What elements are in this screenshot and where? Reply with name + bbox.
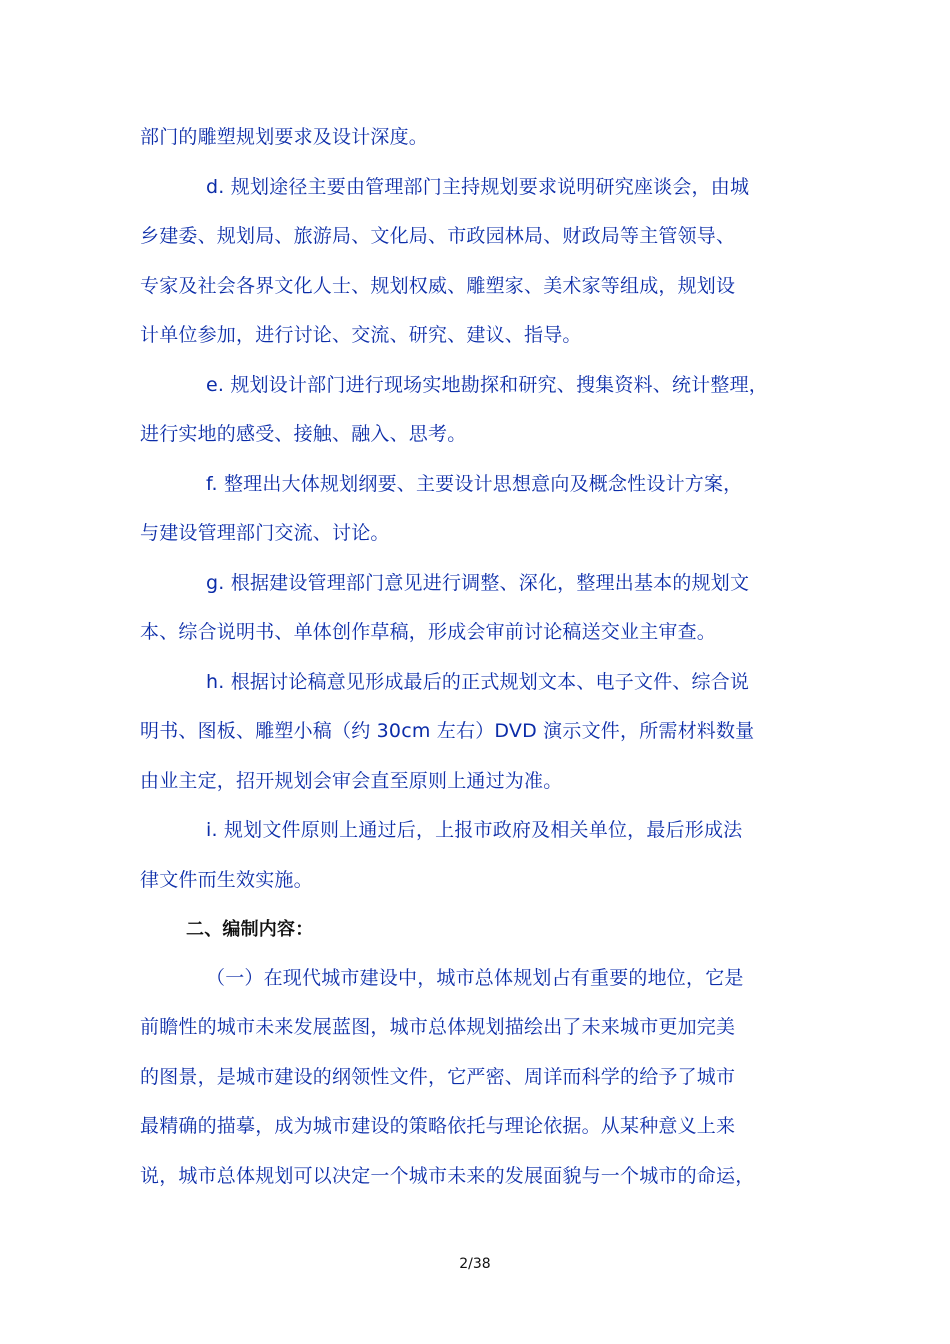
- text-line: d. 规划途径主要由管理部门主持规划要求说明研究座谈会，由城: [206, 176, 750, 198]
- text-line: 说，城市总体规划可以决定一个城市未来的发展面貌与一个城市的命运，: [140, 1165, 755, 1187]
- text-line: e. 规划设计部门进行现场实地勘探和研究、搜集资料、统计整理，: [206, 374, 768, 396]
- text-line: 与建设管理部门交流、讨论。: [140, 522, 390, 544]
- section-heading: 二、编制内容：: [186, 919, 314, 940]
- text-line: 部门的雕塑规划要求及设计深度。: [140, 126, 429, 148]
- text-line: 专家及社会各界文化人士、规划权威、雕塑家、美术家等组成，规划设: [140, 275, 736, 297]
- text-line: 本、综合说明书、单体创作草稿，形成会审前讨论稿送交业主审查。: [140, 621, 717, 643]
- text-line: 律文件而生效实施。: [140, 869, 313, 891]
- page-number: 2/38: [459, 1256, 491, 1272]
- text-line: 最精确的描摹，成为城市建设的策略依托与理论依据。从某种意义上来: [140, 1115, 736, 1137]
- text-line: 进行实地的感受、接触、融入、思考。: [140, 423, 467, 445]
- text-line: 由业主定，招开规划会审会直至原则上通过为准。: [140, 770, 563, 792]
- text-line: h. 根据讨论稿意见形成最后的正式规划文本、电子文件、综合说: [206, 671, 750, 693]
- text-line: f. 整理出大体规划纲要、主要设计思想意向及概念性设计方案，: [206, 473, 743, 495]
- text-line: i. 规划文件原则上通过后，上报市政府及相关单位，最后形成法: [206, 819, 743, 841]
- text-line: 计单位参加，进行讨论、交流、研究、建议、指导。: [140, 324, 582, 346]
- text-line: 的图景，是城市建设的纲领性文件，它严密、周详而科学的给予了城市: [140, 1066, 736, 1088]
- text-line: （一）在现代城市建设中，城市总体规划占有重要的地位，它是: [206, 967, 744, 989]
- text-line: g. 根据建设管理部门意见进行调整、深化，整理出基本的规划文: [206, 572, 750, 594]
- text-line: 乡建委、规划局、旅游局、文化局、市政园林局、财政局等主管领导、: [140, 225, 736, 247]
- text-line: 前瞻性的城市未来发展蓝图，城市总体规划描绘出了未来城市更加完美: [140, 1016, 736, 1038]
- text-line: 明书、图板、雕塑小稿（约 30cm 左右）DVD 演示文件，所需材料数量: [140, 720, 755, 742]
